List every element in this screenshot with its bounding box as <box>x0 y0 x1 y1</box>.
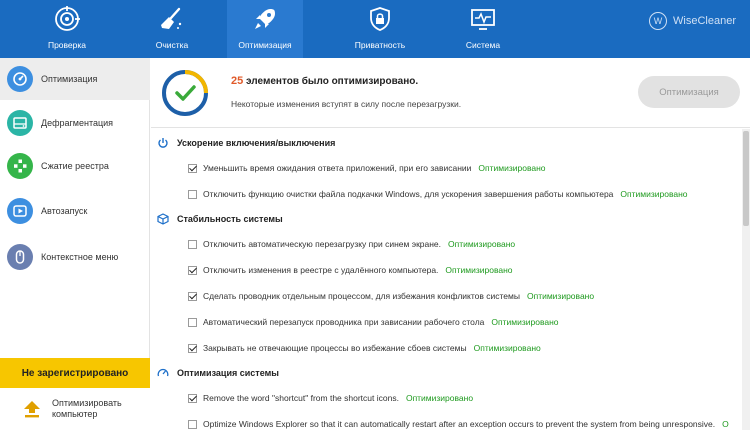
item-checkbox[interactable] <box>188 164 197 173</box>
section-header <box>151 134 335 152</box>
wisecleaner-logo-icon: W <box>649 12 667 30</box>
broom-icon <box>159 6 185 32</box>
sidebar-item-defrag[interactable] <box>0 102 150 144</box>
tab-system[interactable] <box>445 0 521 58</box>
top-nav <box>0 0 750 58</box>
optimize-pc-button[interactable] <box>0 388 150 430</box>
status-panel <box>151 58 750 128</box>
scrollbar-thumb[interactable] <box>743 131 749 226</box>
monitor-pulse-icon <box>470 6 496 32</box>
sidebar-item-label: Дефрагментация <box>41 118 114 128</box>
item-status: Оптимизировано <box>448 239 516 249</box>
item-label: Закрывать не отвечающие процессы во избежание сбоев системы <box>203 343 467 353</box>
optimize-pc-label <box>52 398 122 420</box>
item-label: Отключить изменения в реестре с удалённого компьютера. <box>203 265 439 275</box>
item-status: Оптимизировано <box>473 343 541 353</box>
sidebar-item-label: Автозапуск <box>41 206 88 216</box>
brand <box>649 11 736 31</box>
section-title: Ускорение включения/выключения <box>177 138 336 148</box>
list-item <box>188 160 546 176</box>
item-status: Оптимизировано <box>478 163 546 173</box>
cube-icon <box>157 213 169 225</box>
tab-clean-label: Очистка <box>155 40 189 50</box>
shield-lock-icon <box>367 6 393 32</box>
tab-optimize[interactable] <box>227 0 303 58</box>
sidebar-item-label: Контекстное меню <box>41 252 119 262</box>
item-checkbox[interactable] <box>188 190 197 199</box>
item-status: Оптимизировано <box>620 189 688 199</box>
rocket-icon <box>252 6 278 32</box>
item-label: Remove the word "shortcut" from the shortcut icons. <box>203 393 399 403</box>
item-checkbox[interactable] <box>188 318 197 327</box>
status-title <box>231 75 418 87</box>
optimize-button[interactable]: Оптимизация <box>638 76 740 108</box>
list-item <box>188 390 473 406</box>
sidebar-item-registry[interactable] <box>0 145 150 187</box>
gauge-icon <box>7 66 33 92</box>
sidebar-item-label: Оптимизация <box>41 74 98 84</box>
item-checkbox[interactable] <box>188 394 197 403</box>
item-status: Оптимизировано <box>526 291 595 301</box>
list-item <box>188 288 594 304</box>
unregistered-banner[interactable]: Не зарегистрировано <box>0 358 150 388</box>
tab-clean[interactable] <box>134 0 210 58</box>
main-panel <box>151 58 750 430</box>
brand-name: WiseCleaner <box>673 15 736 27</box>
list-item <box>188 262 513 278</box>
section-header <box>151 364 279 382</box>
play-icon <box>7 198 33 224</box>
item-status: Оптимизировано <box>405 393 474 403</box>
optimize-pc-line2: компьютер <box>52 409 98 419</box>
speedometer-icon <box>157 367 169 379</box>
tab-privacy-label: Приватность <box>354 40 406 50</box>
item-label: Сделать проводник отдельным процессом, для избежания конфликтов системы <box>203 291 520 301</box>
item-checkbox[interactable] <box>188 420 197 429</box>
item-label: Отключить автоматическую перезагрузку при синем экране. <box>203 239 442 249</box>
tab-system-label: Система <box>465 40 501 50</box>
item-label: Отключить функцию очистки файла подкачки Windows, для ускорения завершения работы компьютера <box>203 189 614 199</box>
status-title-text: элементов было оптимизировано. <box>243 76 419 87</box>
tab-privacy[interactable] <box>342 0 418 58</box>
list-item <box>188 340 541 356</box>
item-status: Оптимизировано <box>445 265 513 275</box>
registry-icon <box>7 153 33 179</box>
disk-icon <box>7 110 33 136</box>
item-label: Уменьшить время ожидания ответа приложений, при его зависании <box>203 163 472 173</box>
target-icon <box>54 6 80 32</box>
item-checkbox[interactable] <box>188 240 197 249</box>
list-item <box>188 186 688 202</box>
vertical-scrollbar[interactable] <box>742 129 750 430</box>
tab-check[interactable] <box>29 0 105 58</box>
sidebar-item-autostart[interactable] <box>0 190 150 232</box>
check-circle-icon <box>161 69 209 117</box>
item-checkbox[interactable] <box>188 344 197 353</box>
status-subtitle: Некоторые изменения вступят в силу после перезагрузки. <box>231 99 462 109</box>
item-label: Optimize Windows Explorer so that it can automatically restart after an exception occurs to prevent the system from being unresponsive. <box>203 419 716 429</box>
section-header <box>151 210 283 228</box>
item-status: Оптимизировано <box>491 317 559 327</box>
optimize-pc-line1: Оптимизировать <box>52 398 122 408</box>
list-item <box>188 236 515 252</box>
optimized-count: 25 <box>231 75 244 87</box>
section-title: Оптимизация системы <box>177 368 279 378</box>
tab-optimize-label: Оптимизация <box>238 40 292 50</box>
item-checkbox[interactable] <box>188 292 197 301</box>
sidebar-item-optimization[interactable] <box>0 58 150 100</box>
power-icon <box>157 137 169 149</box>
item-checkbox[interactable] <box>188 266 197 275</box>
list-item <box>188 314 559 330</box>
item-status: О <box>722 419 729 429</box>
tab-check-label: Проверка <box>47 40 87 50</box>
arrow-up-icon <box>22 399 42 419</box>
section-title: Стабильность системы <box>177 214 283 224</box>
sidebar <box>0 58 150 430</box>
sidebar-item-label: Сжатие реестра <box>41 161 109 171</box>
mouse-icon <box>7 244 33 270</box>
item-label: Автоматический перезапуск проводника при зависании рабочего стола <box>203 317 485 327</box>
optimization-list <box>151 129 741 430</box>
list-item <box>188 416 729 430</box>
sidebar-item-context-menu[interactable] <box>0 236 150 278</box>
